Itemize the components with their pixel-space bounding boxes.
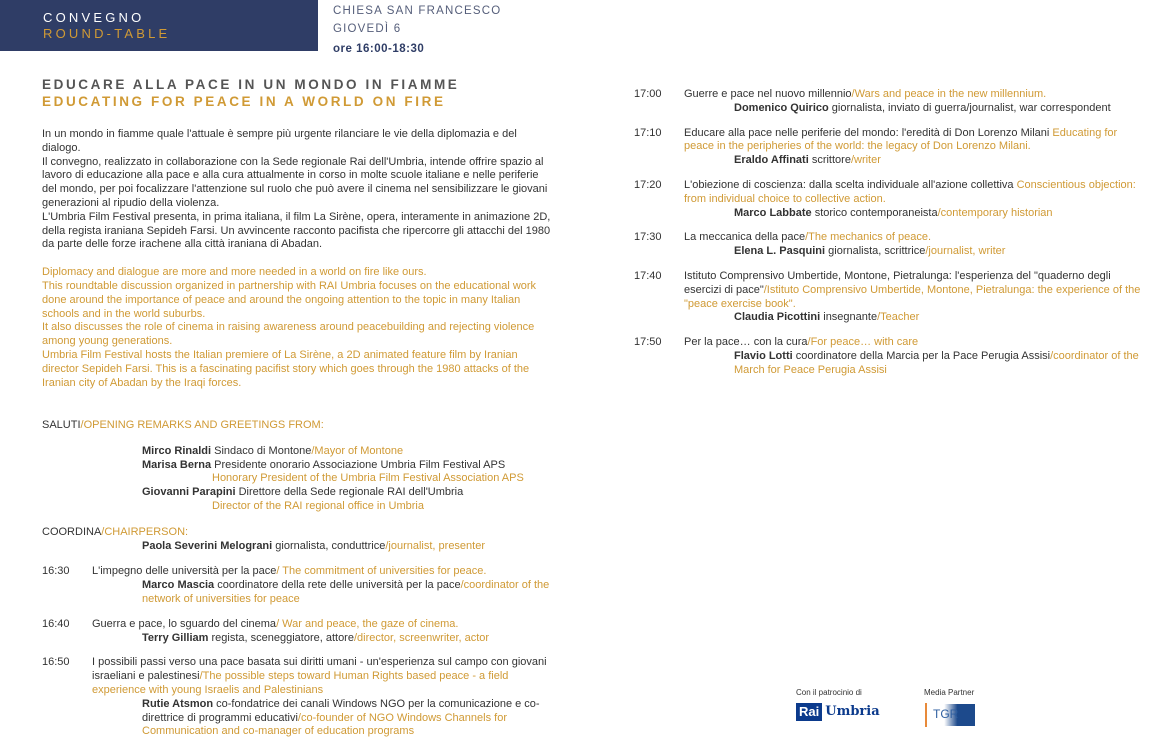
venue-info [333, 2, 501, 58]
speaker-role: regista, sceneggiatore, attore [208, 631, 354, 644]
banner-line1: CONVEGNO [43, 10, 145, 25]
program-item [42, 565, 552, 606]
coord-role: giornalista, conduttrice [272, 539, 386, 552]
person-role-en: /Mayor of Montone [311, 444, 404, 457]
program-title: La meccanica della pace [684, 231, 806, 244]
program-title-en: /Istituto Comprensivo Umbertide, Montone, Pietralunga: the experience of the "peace exercise book". [684, 283, 1141, 310]
program-time: 17:00 [634, 88, 662, 100]
person-role-en: Director of the RAI regional office in Umbria [212, 499, 424, 512]
program-time: 16:30 [42, 565, 70, 578]
speaker-role-en: /coordinator of the March for Peace Perugia Assisi [734, 349, 1139, 376]
program-time: 17:30 [634, 231, 662, 244]
program-time: 16:40 [42, 617, 70, 630]
header-banner [0, 0, 318, 51]
title-en: EDUCATING FOR PEACE IN A WORLD ON FIRE [42, 94, 446, 109]
person-role-en: Honorary President of the Umbria Film Festival Association APS [212, 472, 524, 485]
program-title: L'impegno delle università per la pace [92, 565, 277, 578]
speaker-role: coordinatore della Marcia per la Pace Perugia Assisi [792, 349, 1051, 362]
program-item [42, 618, 552, 646]
greetings [42, 419, 552, 750]
speaker-name: Claudia Picottini [734, 311, 821, 324]
intro-paragraph-en: It also discusses the role of cinema in raising awareness around peacebuilding and rejecting violence among young generations. [42, 321, 535, 348]
speaker-role-en: /journalist, writer [925, 245, 1006, 258]
venue-place: CHIESA SAN FRANCESCO [333, 5, 502, 17]
tgr-logo-text: TGR [931, 704, 975, 726]
program-title-en: /The possible steps toward Human Rights based peace - a field experience with young Israelis and Palestinians [92, 670, 509, 696]
program-title: Istituto Comprensivo Umbertide, Montone, Pietralunga: l'esperienza del "quaderno degli esercizi di pace" [684, 269, 1111, 296]
program-title-en: /For peace… with care [807, 336, 919, 349]
program-item [634, 336, 1144, 377]
program-title: Guerra e pace, lo sguardo del cinema [92, 617, 277, 630]
speaker-role: insegnante [820, 311, 878, 324]
speaker-role-en: /coordinator of the network of universities for peace [142, 579, 550, 605]
program-time: 17:10 [634, 126, 662, 139]
coord-name: Paola Severini Melograni [142, 539, 273, 552]
speaker-role: storico contemporaneista [811, 206, 938, 219]
rai-logo-text: Rai [796, 703, 822, 721]
program-title-en: /The mechanics of peace. [805, 231, 932, 244]
speaker-role-en: /director, screenwriter, actor [353, 631, 490, 644]
greeting-person [142, 445, 552, 459]
tgr-logo [925, 703, 975, 727]
program-title-en: / War and peace, the gaze of cinema. [276, 617, 459, 630]
program-time: 16:50 [42, 656, 70, 669]
person-role: Sindaco di Montone [211, 444, 312, 457]
intro [42, 128, 552, 390]
speaker-name: Rutie Atsmon [142, 697, 214, 710]
person-name: Giovanni Parapini [142, 486, 236, 499]
speaker-role-en: /Teacher [877, 311, 920, 324]
speaker-name: Flavio Lotti [734, 349, 793, 362]
greeting-person [142, 459, 552, 473]
coord-role-en: /journalist, presenter [385, 539, 486, 552]
speaker-role: giornalista, inviato di guerra/journalist, war correspondent [828, 101, 1111, 114]
program-title-en: / The commitment of universities for peace. [276, 565, 487, 578]
program-time: 17:20 [634, 178, 662, 191]
person-name: Marisa Berna [142, 458, 212, 471]
program-title: Educare alla pace nelle periferie del mondo: l'eredità di Don Lorenzo Milani [684, 126, 1050, 139]
program-title-en: Conscientious objection: from individual choice to collective action. [684, 178, 1136, 205]
program-item [634, 231, 1144, 259]
banner-line2: ROUND-TABLE [43, 26, 171, 41]
intro-paragraph-en: Umbria Film Festival hosts the Italian premiere of La Sirène, a 2D animated feature film by Iranian director Sepideh Farsi. This is a fascinating pacifist story which goes through the 1980 attacks of the Iranian city of Abadan by the Iraqi forces. [42, 348, 530, 389]
intro-paragraph-en: Diplomacy and dialogue are more and more needed in a world on fire like ours. [42, 266, 427, 279]
intro-paragraph-it: In un mondo in fiamme quale l'attuale è sempre più urgente rilanciare le vie della diplomazia e del dialogo. [42, 128, 517, 154]
speaker-name: Elena L. Pasquini [734, 245, 826, 258]
program-title: Per la pace… con la cura [684, 336, 808, 349]
saluti-label: SALUTI [42, 419, 81, 431]
rai-umbria-logo [796, 703, 880, 721]
program-item [634, 88, 1144, 116]
person-role: Direttore della Sede regionale RAI dell'Umbria [235, 486, 464, 499]
speaker-role: coordinatore della rete delle università per la pace [214, 579, 461, 592]
program-right [634, 88, 1144, 389]
program-title: I possibili passi verso una pace basata sui diritti umani - un'esperienza sul campo con giovani israeliani e palestinesi [92, 656, 547, 683]
intro-paragraph-it: Il convegno, realizzato in collaborazione con la Sede regionale Rai dell'Umbria, intende offrire spazio al lavoro di educazione alla pace e alla cura attualmente in corso in molte scuole italiane e nelle periferie del mondo, per poi focalizzare l'attenzione sul ruolo che può avere il cinema nel sensibilizzare le giovani generazioni al ripudio della violenza. [42, 155, 548, 209]
speaker-role: co-fondatrice dei canali Windows NGO per la comunicazione e co-direttrice di programmi educativi [142, 697, 540, 724]
coord-label-en: /CHAIRPERSON: [101, 525, 189, 538]
patronage-label: Con il patrocinio di [796, 688, 862, 697]
program-item [634, 270, 1144, 325]
program-item [42, 656, 552, 739]
title-it: EDUCARE ALLA PACE IN UN MONDO IN FIAMME [42, 77, 460, 92]
program-time: 17:50 [634, 336, 662, 349]
intro-paragraph-it: L'Umbria Film Festival presenta, in prima italiana, il film La Sirène, opera, interamente in animazione 2D, della regista iraniana Sepideh Farsi. Un avvincente racconto pacifista che ripercorre gli attacchi del 1980 da parte delle forze irachene alla città iraniana di Abadan. [42, 210, 551, 251]
speaker-role: scrittore [808, 154, 851, 167]
speaker-name: Marco Labbate [734, 206, 812, 219]
saluti-label-en: /OPENING REMARKS AND GREETINGS FROM: [80, 419, 324, 431]
speaker-name: Terry Gilliam [142, 631, 209, 644]
speaker-role-en: /contemporary historian [937, 206, 1053, 219]
program-title-en: Educating for peace in the peripheries of the world: the legacy of Don Lorenzo Milani. [684, 126, 1118, 153]
venue-day: GIOVEDÌ 6 [333, 23, 402, 35]
speaker-name: Marco Mascia [142, 579, 215, 592]
program-title: Guerre e pace nel nuovo millennio [684, 88, 852, 100]
program-item [634, 179, 1144, 220]
speaker-role-en: /writer [850, 154, 881, 167]
speaker-role-en: /co-founder of NGO Windows Channels for Communication and co-manager of education programs [142, 711, 507, 738]
venue-time: ore 16:00-18:30 [333, 43, 425, 55]
speaker-name: Domenico Quirico [734, 101, 829, 114]
program-time: 17:40 [634, 269, 662, 282]
media-partner-label: Media Partner [924, 688, 975, 697]
umbria-logo-text: Umbria [825, 704, 880, 719]
intro-paragraph-en: This roundtable discussion organized in partnership with RAI Umbria focuses on the educational work done around the importance of peace and around the ongoing attention to the topic in many Italian schools and in the world suburbs. [42, 279, 537, 320]
program-title-en: /Wars and peace in the new millennium. [851, 88, 1047, 100]
coord-label: COORDINA [42, 525, 102, 538]
greeting-person [142, 486, 552, 500]
program-item [634, 127, 1144, 168]
page-title [42, 76, 459, 110]
person-name: Mirco Rinaldi [142, 444, 212, 457]
person-role: Presidente onorario Associazione Umbria Film Festival APS [211, 458, 506, 471]
speaker-role: giornalista, scrittrice [825, 245, 926, 258]
speaker-name: Eraldo Affinati [734, 154, 809, 167]
program-title: L'obiezione di coscienza: dalla scelta individuale all'azione collettiva [684, 178, 1014, 191]
